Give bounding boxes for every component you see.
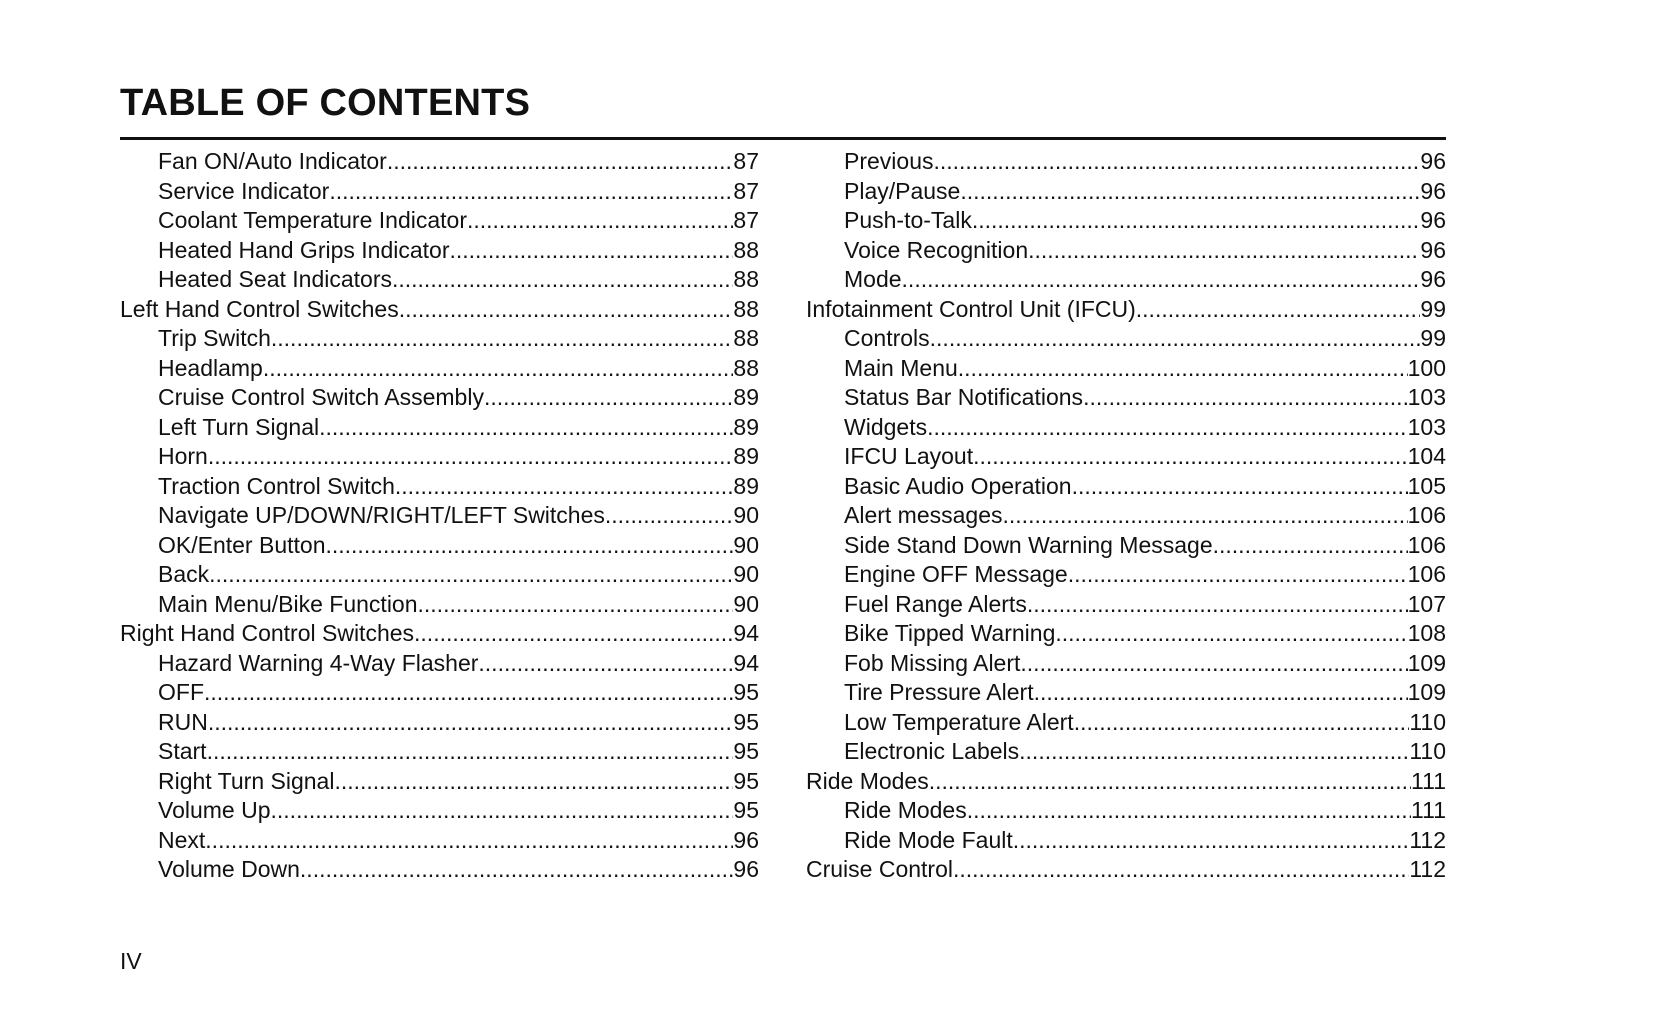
toc-entry-page: 95 [733, 738, 759, 764]
page-title: TABLE OF CONTENTS [120, 82, 531, 124]
toc-entry-label: Heated Hand Grips Indicator [158, 236, 450, 263]
dot-leader [933, 147, 1420, 177]
dot-leader [1055, 619, 1407, 649]
toc-entry-page: 90 [733, 531, 759, 558]
toc-entry-page: 111 [1411, 767, 1446, 794]
toc-subsection-entry[interactable] [120, 590, 759, 620]
dot-leader [450, 236, 734, 266]
toc-subsection-entry[interactable] [806, 413, 1446, 443]
dot-leader [1003, 501, 1408, 531]
toc-entry-page: 90 [733, 502, 759, 528]
toc-entry-page: 106 [1407, 531, 1446, 558]
toc-subsection-entry[interactable] [806, 383, 1446, 413]
toc-entry-page: 90 [733, 590, 759, 617]
dot-leader [960, 177, 1420, 207]
dot-leader [484, 383, 733, 413]
toc-subsection-entry[interactable] [120, 855, 759, 885]
toc-entry-page: 89 [733, 413, 759, 440]
dot-leader [334, 767, 733, 797]
toc-subsection-entry[interactable] [120, 265, 759, 295]
toc-subsection-entry[interactable] [806, 826, 1446, 856]
toc-subsection-entry[interactable] [120, 678, 759, 708]
toc-entry-page: 109 [1407, 649, 1446, 676]
toc-subsection-entry[interactable] [806, 147, 1446, 177]
dot-leader [967, 796, 1411, 826]
toc-subsection-entry[interactable] [120, 560, 759, 590]
toc-entry-page: 100 [1407, 354, 1446, 381]
toc-subsection-entry[interactable] [120, 147, 759, 177]
toc-entry-label: Trip Switch [158, 325, 271, 351]
toc-entry-page: 110 [1409, 708, 1446, 735]
toc-subsection-entry[interactable] [120, 324, 759, 354]
toc-entry-label: Electronic Labels [844, 738, 1020, 764]
dot-leader [418, 590, 734, 620]
toc-entry-page: 96 [733, 856, 759, 882]
toc-entry-label: Side Stand Down Warning Message [844, 531, 1213, 558]
dot-leader [205, 826, 733, 856]
toc-entry-label: Push-to-Talk [844, 207, 972, 233]
toc-entry-page: 88 [733, 325, 759, 351]
toc-entry-label: Coolant Temperature Indicator [158, 207, 467, 233]
toc-entry-page: 88 [733, 354, 759, 381]
toc-entry-label: Fuel Range Alerts [844, 590, 1027, 617]
dot-leader [399, 295, 734, 325]
toc-entry-page: 99 [1420, 295, 1446, 322]
toc-subsection-entry[interactable] [120, 354, 759, 384]
dot-leader [395, 472, 734, 502]
toc-subsection-entry[interactable] [120, 796, 759, 826]
toc-entry-label: Ride Modes [844, 797, 967, 823]
toc-entry-page: 88 [733, 295, 759, 322]
toc-subsection-entry[interactable] [806, 472, 1446, 502]
dot-leader [209, 560, 733, 590]
toc-entry-label: Right Hand Control Switches [120, 620, 415, 646]
toc-entry-page: 94 [733, 620, 759, 646]
toc-subsection-entry[interactable] [120, 442, 759, 472]
toc-subsection-entry[interactable] [806, 206, 1446, 236]
toc-entry-page: 96 [1420, 236, 1446, 263]
toc-entry-label: Hazard Warning 4-Way Flasher [158, 649, 479, 676]
toc-entry-label: Play/Pause [844, 177, 961, 204]
dot-leader [392, 265, 733, 295]
toc-entry-label: Basic Audio Operation [844, 472, 1072, 499]
toc-entry-page: 87 [733, 148, 759, 174]
toc-entry-label: Left Turn Signal [158, 413, 320, 440]
dot-leader [1072, 472, 1408, 502]
toc-entry-page: 112 [1409, 856, 1446, 882]
dot-leader [325, 531, 733, 561]
toc-subsection-entry[interactable] [120, 501, 759, 531]
dot-leader [414, 619, 733, 649]
toc-subsection-entry[interactable] [120, 472, 759, 502]
dot-leader [207, 737, 734, 767]
toc-entry-page: 105 [1407, 472, 1446, 499]
toc-entry-label: Headlamp [158, 354, 263, 381]
dot-leader [953, 855, 1409, 885]
toc-subsection-entry[interactable] [120, 236, 759, 266]
toc-entry-label: Ride Modes [806, 767, 929, 794]
toc-entry-page: 96 [1420, 148, 1446, 174]
dot-leader [263, 354, 734, 384]
toc-entry-label: OFF [158, 679, 204, 705]
toc-entry-page: 107 [1407, 590, 1446, 617]
dot-leader [208, 708, 734, 738]
dot-leader [930, 324, 1421, 354]
title-divider [120, 137, 1446, 140]
toc-entry-page: 103 [1407, 384, 1446, 410]
toc-subsection-entry[interactable] [120, 383, 759, 413]
toc-section-entry[interactable] [806, 767, 1446, 797]
toc-entry-label: Ride Mode Fault [844, 826, 1013, 853]
toc-entry-label: Heated Seat Indicators [158, 266, 392, 292]
toc-entry-page: 106 [1407, 502, 1446, 528]
toc-entry-label: Back [158, 561, 210, 587]
toc-subsection-entry[interactable] [120, 206, 759, 236]
toc-entry-label: Previous [844, 148, 934, 174]
toc-subsection-entry[interactable] [806, 324, 1446, 354]
toc-entry-label: OK/Enter Button [158, 531, 326, 558]
dot-leader [929, 767, 1411, 797]
toc-entry-label: Widgets [844, 413, 928, 440]
toc-entry-label: Main Menu [844, 354, 958, 381]
toc-subsection-entry[interactable] [806, 354, 1446, 384]
toc-entry-label: Fan ON/Auto Indicator [158, 148, 387, 174]
dot-leader [902, 265, 1421, 295]
toc-subsection-entry[interactable] [806, 501, 1446, 531]
dot-leader [1034, 678, 1408, 708]
toc-entry-page: 104 [1407, 443, 1446, 469]
toc-entry-label: Start [158, 738, 207, 764]
toc-entry-label: Next [158, 826, 206, 853]
toc-entry-label: Main Menu/Bike Function [158, 590, 418, 617]
dot-leader [1068, 560, 1408, 590]
dot-leader [271, 796, 734, 826]
toc-subsection-entry[interactable] [120, 826, 759, 856]
toc-subsection-entry[interactable] [806, 796, 1446, 826]
dot-leader [271, 324, 734, 354]
toc-right-column [806, 147, 1446, 885]
dot-leader [605, 501, 734, 531]
toc-entry-page: 95 [733, 679, 759, 705]
toc-section-entry[interactable] [120, 295, 759, 325]
dot-leader [1083, 383, 1408, 413]
toc-entry-label: IFCU Layout [844, 443, 974, 469]
dot-leader [958, 354, 1408, 384]
toc-entry-page: 89 [733, 443, 759, 469]
toc-subsection-entry[interactable] [120, 737, 759, 767]
dot-leader [387, 147, 734, 177]
toc-entry-page: 95 [733, 797, 759, 823]
toc-entry-page: 96 [1420, 266, 1446, 292]
toc-subsection-entry[interactable] [806, 442, 1446, 472]
toc-entry-page: 109 [1407, 679, 1446, 705]
toc-entry-page: 111 [1411, 797, 1446, 823]
toc-entry-label: Right Turn Signal [158, 767, 335, 794]
toc-subsection-entry[interactable] [120, 708, 759, 738]
toc-entry-label: Service Indicator [158, 177, 330, 204]
toc-subsection-entry[interactable] [806, 177, 1446, 207]
dot-leader [1013, 826, 1410, 856]
dot-leader [329, 177, 733, 207]
toc-entry-page: 89 [733, 384, 759, 410]
toc-entry-page: 96 [1420, 207, 1446, 233]
dot-leader [319, 413, 733, 443]
dot-leader [1028, 236, 1420, 266]
toc-entry-page: 95 [733, 767, 759, 794]
toc-subsection-entry[interactable] [806, 619, 1446, 649]
toc-entry-page: 106 [1407, 561, 1446, 587]
dot-leader [208, 442, 734, 472]
toc-entry-page: 96 [733, 826, 759, 853]
toc-section-entry[interactable] [120, 619, 759, 649]
dot-leader [1019, 737, 1409, 767]
toc-subsection-entry[interactable] [806, 649, 1446, 679]
dot-leader [1020, 649, 1407, 679]
toc-entry-label: Tire Pressure Alert [844, 679, 1034, 705]
page-number: IV [120, 948, 142, 974]
toc-subsection-entry[interactable] [806, 708, 1446, 738]
toc-entry-label: Navigate UP/DOWN/RIGHT/LEFT Switches [158, 502, 605, 528]
dot-leader [478, 649, 733, 679]
toc-entry-label: Low Temperature Alert [844, 708, 1074, 735]
toc-entry-label: Volume Up [158, 797, 271, 823]
toc-entry-label: Horn [158, 443, 208, 469]
toc-entry-page: 89 [733, 472, 759, 499]
dot-leader [973, 442, 1408, 472]
toc-left-column [120, 147, 759, 885]
toc-entry-label: Status Bar Notifications [844, 384, 1084, 410]
dot-leader [204, 678, 733, 708]
toc-entry-page: 95 [733, 708, 759, 735]
toc-entry-label: Fob Missing Alert [844, 649, 1021, 676]
toc-subsection-entry[interactable] [806, 560, 1446, 590]
toc-entry-page: 87 [733, 177, 759, 204]
toc-subsection-entry[interactable] [806, 737, 1446, 767]
toc-entry-label: Cruise Control Switch Assembly [158, 384, 484, 410]
toc-entry-label: Left Hand Control Switches [120, 295, 399, 322]
toc-subsection-entry[interactable] [120, 531, 759, 561]
toc-subsection-entry[interactable] [806, 590, 1446, 620]
toc-entry-page: 103 [1407, 413, 1446, 440]
dot-leader [1136, 295, 1421, 325]
toc-entry-label: Bike Tipped Warning [844, 620, 1056, 646]
toc-entry-label: Traction Control Switch [158, 472, 395, 499]
toc-subsection-entry[interactable] [806, 678, 1446, 708]
toc-entry-label: Volume Down [158, 856, 300, 882]
dot-leader [467, 206, 733, 236]
toc-subsection-entry[interactable] [806, 236, 1446, 266]
toc-subsection-entry[interactable] [806, 531, 1446, 561]
dot-leader [1213, 531, 1408, 561]
toc-entry-label: Infotainment Control Unit (IFCU) [806, 295, 1136, 322]
toc-entry-label: Mode [844, 266, 902, 292]
toc-subsection-entry[interactable] [120, 767, 759, 797]
toc-section-entry[interactable] [806, 295, 1446, 325]
dot-leader [972, 206, 1421, 236]
toc-entry-label: RUN [158, 708, 208, 735]
dot-leader [1027, 590, 1408, 620]
toc-entry-page: 96 [1420, 177, 1446, 204]
toc-entry-page: 94 [733, 649, 759, 676]
toc-entry-page: 88 [733, 236, 759, 263]
toc-entry-label: Voice Recognition [844, 236, 1029, 263]
toc-section-entry[interactable] [806, 855, 1446, 885]
toc-entry-page: 99 [1420, 325, 1446, 351]
dot-leader [927, 413, 1408, 443]
dot-leader [300, 855, 733, 885]
toc-entry-label: Cruise Control [806, 856, 953, 882]
toc-entry-page: 87 [733, 207, 759, 233]
toc-entry-page: 112 [1409, 826, 1446, 853]
toc-subsection-entry[interactable] [120, 649, 759, 679]
toc-entry-page: 108 [1407, 620, 1446, 646]
toc-subsection-entry[interactable] [120, 177, 759, 207]
toc-subsection-entry[interactable] [806, 265, 1446, 295]
dot-leader [1074, 708, 1410, 738]
toc-entry-page: 90 [733, 561, 759, 587]
toc-entry-page: 110 [1409, 738, 1446, 764]
toc-entry-page: 88 [733, 266, 759, 292]
toc-entry-label: Alert messages [844, 502, 1003, 528]
toc-entry-label: Engine OFF Message [844, 561, 1068, 587]
toc-entry-label: Controls [844, 325, 930, 351]
toc-subsection-entry[interactable] [120, 413, 759, 443]
